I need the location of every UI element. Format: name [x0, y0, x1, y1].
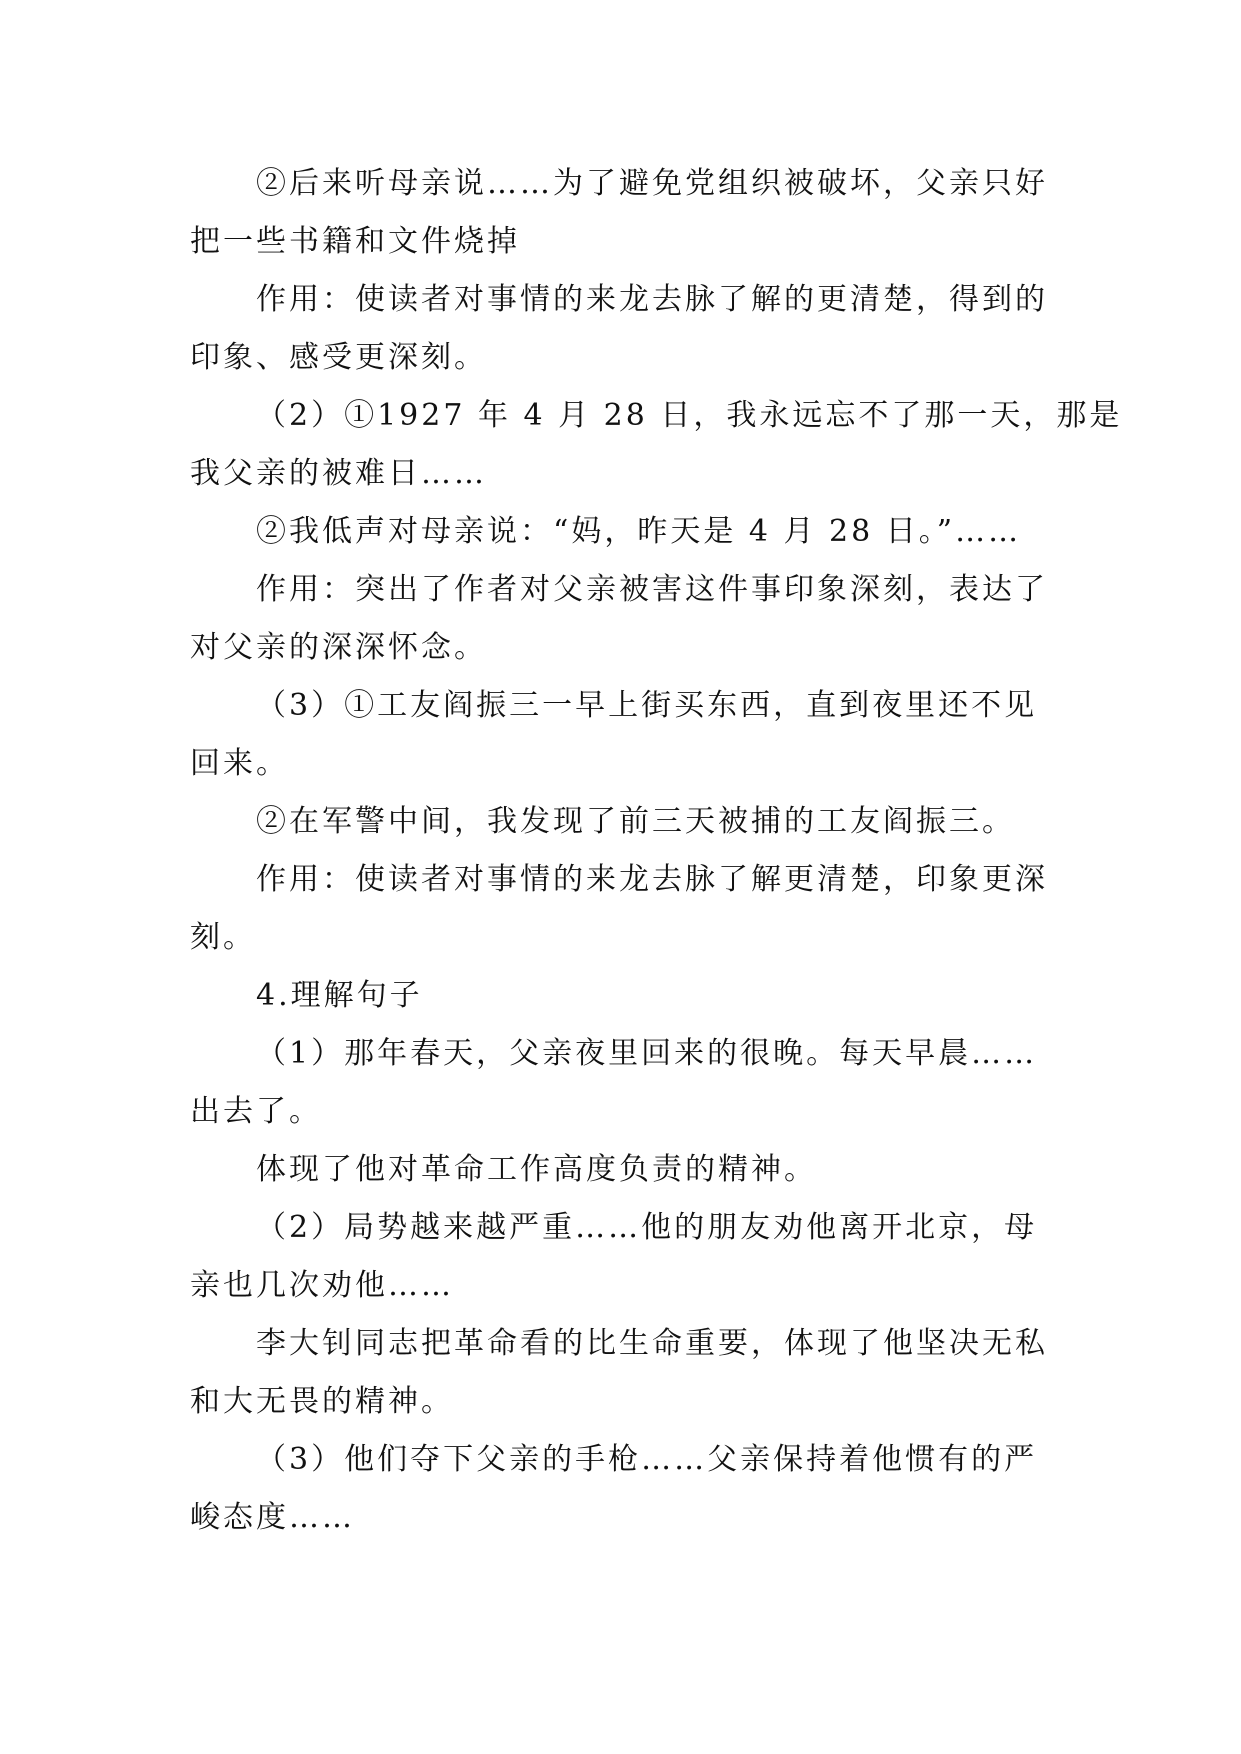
text-line: 刻。: [190, 920, 256, 955]
text-line: ②在军警中间，我发现了前三天被捕的工友阎振三。: [256, 804, 1015, 839]
text-line: ②后来听母亲说……为了避免党组织被破坏，父亲只好: [256, 166, 1048, 201]
text-line: 印象、感受更深刻。: [190, 340, 487, 375]
text-line: 回来。: [190, 746, 289, 781]
text-line: 峻态度……: [190, 1500, 355, 1535]
text-line: 作用：使读者对事情的来龙去脉了解更清楚，印象更深: [256, 862, 1048, 897]
text-line: （3）①工友阎振三一早上街买东西，直到夜里还不见: [256, 688, 1038, 723]
text-line: 把一些书籍和文件烧掉: [190, 224, 520, 259]
text-line: 和大无畏的精神。: [190, 1384, 454, 1419]
text-line: 作用：使读者对事情的来龙去脉了解的更清楚，得到的: [256, 282, 1048, 317]
text-line: （2）局势越来越严重……他的朋友劝他离开北京，母: [256, 1210, 1038, 1245]
text-line: 作用：突出了作者对父亲被害这件事印象深刻，表达了: [256, 572, 1048, 607]
text-line: ②我低声对母亲说：“妈，昨天是 4 月 28 日。”……: [256, 514, 1022, 549]
text-line: （2）①1927 年 4 月 28 日，我永远忘不了那一天，那是: [256, 398, 1123, 433]
text-line: 体现了他对革命工作高度负责的精神。: [256, 1152, 817, 1187]
section-heading: 4.理解句子: [256, 978, 423, 1013]
text-line: （1）那年春天，父亲夜里回来的很晚。每天早晨……: [256, 1036, 1038, 1071]
text-line: 对父亲的深深怀念。: [190, 630, 487, 665]
text-line: （3）他们夺下父亲的手枪……父亲保持着他惯有的严: [256, 1442, 1038, 1477]
text-line: 李大钊同志把革命看的比生命重要，体现了他坚决无私: [256, 1326, 1048, 1361]
text-line: 我父亲的被难日……: [190, 456, 487, 491]
document-body: [190, 155, 1123, 1547]
text-line: 出去了。: [190, 1094, 322, 1129]
text-line: 亲也几次劝他……: [190, 1268, 454, 1303]
